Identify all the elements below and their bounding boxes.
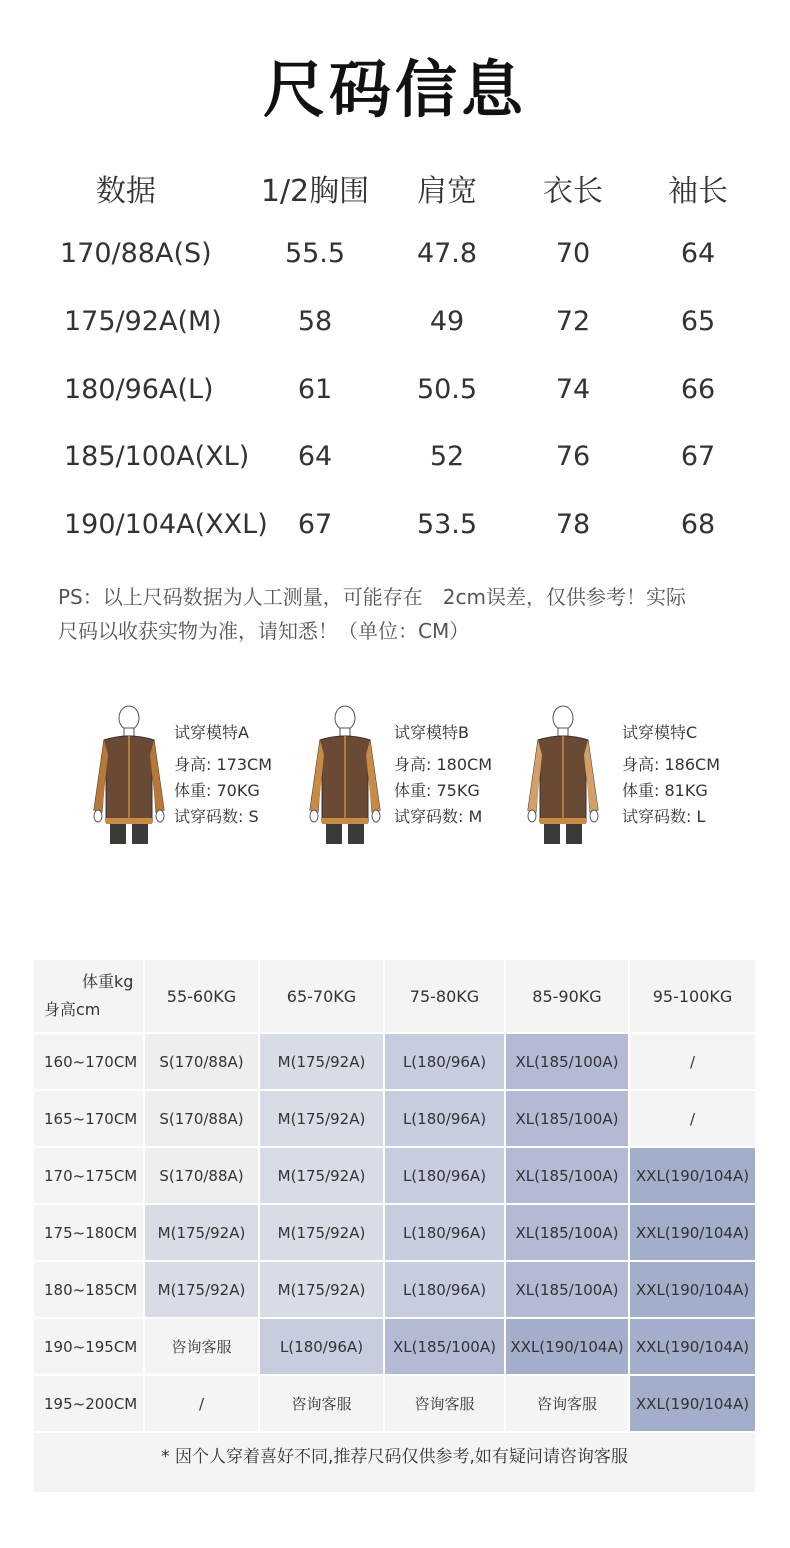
recommended-size-cell: XL(185/100A)	[506, 1034, 628, 1089]
measurement-value: 49	[429, 306, 465, 337]
measurement-value: 58	[297, 306, 333, 337]
measurement-value: 70	[555, 238, 591, 269]
row-divider	[34, 1317, 755, 1319]
recommended-size-cell: L(180/96A)	[260, 1319, 383, 1374]
measurement-value: 74	[555, 374, 591, 405]
recommended-size-cell: /	[630, 1091, 755, 1146]
measurement-value: 65	[680, 306, 716, 337]
height-label: 165~170CM	[34, 1091, 143, 1146]
header-half-chest: 1/2胸围	[260, 174, 370, 209]
column-divider	[504, 960, 506, 1433]
size-measurement-table	[0, 0, 790, 560]
size-label: 175/92A(M)	[64, 306, 222, 337]
row-divider	[34, 1374, 755, 1376]
measurement-value: 67	[680, 441, 716, 472]
row-divider	[34, 1203, 755, 1205]
recommended-size-cell: XXL(190/104A)	[630, 1262, 755, 1317]
model-name: 试穿模特A	[174, 723, 249, 742]
height-label: 160~170CM	[34, 1034, 143, 1089]
model-weight: 体重: 75KG	[394, 781, 480, 800]
model-info	[622, 720, 720, 830]
row-divider	[34, 1146, 755, 1148]
measurement-value: 47.8	[416, 238, 478, 269]
recommended-size-cell: 咨询客服	[145, 1319, 258, 1374]
measurement-value: 64	[297, 441, 333, 472]
model-illustration-icon	[518, 700, 608, 850]
measurement-value: 50.5	[416, 374, 478, 405]
recommended-size-cell: 咨询客服	[506, 1376, 628, 1431]
note-line-2: 尺码以收获实物为准，请知悉！（单位：CM）	[58, 619, 470, 643]
weight-header: 55-60KG	[145, 960, 258, 1032]
measurement-value: 52	[429, 441, 465, 472]
page-title: 尺码信息	[262, 53, 527, 126]
model-weight: 体重: 81KG	[622, 781, 708, 800]
recommended-size-cell: M(175/92A)	[260, 1148, 383, 1203]
recommended-size-cell: M(175/92A)	[260, 1034, 383, 1089]
weight-header: 95-100KG	[630, 960, 755, 1032]
recommended-size-cell: 咨询客服	[260, 1376, 383, 1431]
model-illustration-icon	[84, 700, 174, 850]
recommended-size-cell: XXL(190/104A)	[506, 1319, 628, 1374]
header-sleeve: 袖长	[668, 174, 728, 209]
recommended-size-cell: 咨询客服	[385, 1376, 504, 1431]
height-label: 175~180CM	[34, 1205, 143, 1260]
measurement-value: 78	[555, 509, 591, 540]
model-illustration-icon	[300, 700, 390, 850]
recommended-size-cell: XL(185/100A)	[506, 1205, 628, 1260]
model-card	[300, 700, 540, 860]
recommended-size-cell: XXL(190/104A)	[630, 1148, 755, 1203]
model-size: 试穿码数: L	[622, 807, 706, 826]
model-height: 身高: 186CM	[622, 755, 720, 774]
height-label: 170~175CM	[34, 1148, 143, 1203]
model-name: 试穿模特B	[394, 723, 469, 742]
recommended-size-cell: M(175/92A)	[260, 1205, 383, 1260]
row-divider	[34, 1032, 755, 1034]
recommended-size-cell: M(175/92A)	[145, 1262, 258, 1317]
model-height: 身高: 173CM	[174, 755, 272, 774]
recommended-size-cell: L(180/96A)	[385, 1148, 504, 1203]
column-divider	[258, 960, 260, 1433]
header-shoulder: 肩宽	[417, 174, 477, 209]
measurement-value: 76	[555, 441, 591, 472]
size-label: 180/96A(L)	[64, 374, 214, 405]
recommended-size-cell: M(175/92A)	[260, 1091, 383, 1146]
column-divider	[383, 960, 385, 1433]
model-height: 身高: 180CM	[394, 755, 492, 774]
measurement-value: 67	[297, 509, 333, 540]
height-label: 195~200CM	[34, 1376, 143, 1431]
recommended-size-cell: S(170/88A)	[145, 1091, 258, 1146]
model-name: 试穿模特C	[622, 723, 698, 742]
height-label: 180~185CM	[34, 1262, 143, 1317]
measurement-value: 61	[297, 374, 333, 405]
recommended-size-cell: XL(185/100A)	[506, 1262, 628, 1317]
size-label: 185/100A(XL)	[64, 441, 250, 472]
weight-header: 85-90KG	[506, 960, 628, 1032]
recommended-size-cell: M(175/92A)	[260, 1262, 383, 1317]
measurement-value: 68	[680, 509, 716, 540]
height-label: 190~195CM	[34, 1319, 143, 1374]
model-weight: 体重: 70KG	[174, 781, 260, 800]
recommended-size-cell: S(170/88A)	[145, 1034, 258, 1089]
model-info	[174, 720, 272, 830]
size-label: 190/104A(XXL)	[64, 509, 268, 540]
corner-weight-label: 体重kg	[82, 972, 134, 991]
model-info	[394, 720, 492, 830]
measurement-value: 72	[555, 306, 591, 337]
row-divider	[34, 1431, 755, 1433]
size-label: 170/88A(S)	[60, 238, 212, 269]
corner-header	[34, 960, 143, 1032]
weight-header: 75-80KG	[385, 960, 504, 1032]
column-divider	[143, 960, 145, 1433]
measurement-value: 64	[680, 238, 716, 269]
model-size: 试穿码数: S	[174, 807, 259, 826]
recommended-size-cell: M(175/92A)	[145, 1205, 258, 1260]
column-divider	[628, 960, 630, 1433]
recommended-size-cell: XL(185/100A)	[506, 1148, 628, 1203]
recommended-size-cell: XL(185/100A)	[506, 1091, 628, 1146]
recommended-size-cell: L(180/96A)	[385, 1205, 504, 1260]
recommended-size-cell: /	[630, 1034, 755, 1089]
recommended-size-cell: L(180/96A)	[385, 1091, 504, 1146]
header-data: 数据	[96, 174, 156, 209]
measurement-note	[58, 580, 748, 648]
recommended-size-cell: L(180/96A)	[385, 1262, 504, 1317]
weight-header: 65-70KG	[260, 960, 383, 1032]
recommended-size-cell: L(180/96A)	[385, 1034, 504, 1089]
model-card	[84, 700, 324, 860]
note-line-1: PS：以上尺码数据为人工测量，可能存在 2cm误差，仅供参考！实际	[58, 585, 686, 609]
measurement-value: 53.5	[416, 509, 478, 540]
recommended-size-cell: S(170/88A)	[145, 1148, 258, 1203]
recommended-size-cell: XXL(190/104A)	[630, 1205, 755, 1260]
row-divider	[34, 1260, 755, 1262]
header-length: 衣长	[543, 174, 603, 209]
row-divider	[34, 1089, 755, 1091]
recommended-size-cell: XXL(190/104A)	[630, 1319, 755, 1374]
recommendation-footnote: * 因个人穿着喜好不同,推荐尺码仅供参考,如有疑问请咨询客服	[161, 1447, 628, 1467]
corner-height-label: 身高cm	[44, 1000, 101, 1019]
model-card	[518, 700, 758, 860]
size-recommendation-table	[34, 960, 755, 1492]
recommended-size-cell: /	[145, 1376, 258, 1431]
recommended-size-cell: XL(185/100A)	[385, 1319, 504, 1374]
model-size: 试穿码数: M	[394, 807, 483, 826]
recommended-size-cell: XXL(190/104A)	[630, 1376, 755, 1431]
measurement-value: 55.5	[284, 238, 346, 269]
measurement-value: 66	[680, 374, 716, 405]
